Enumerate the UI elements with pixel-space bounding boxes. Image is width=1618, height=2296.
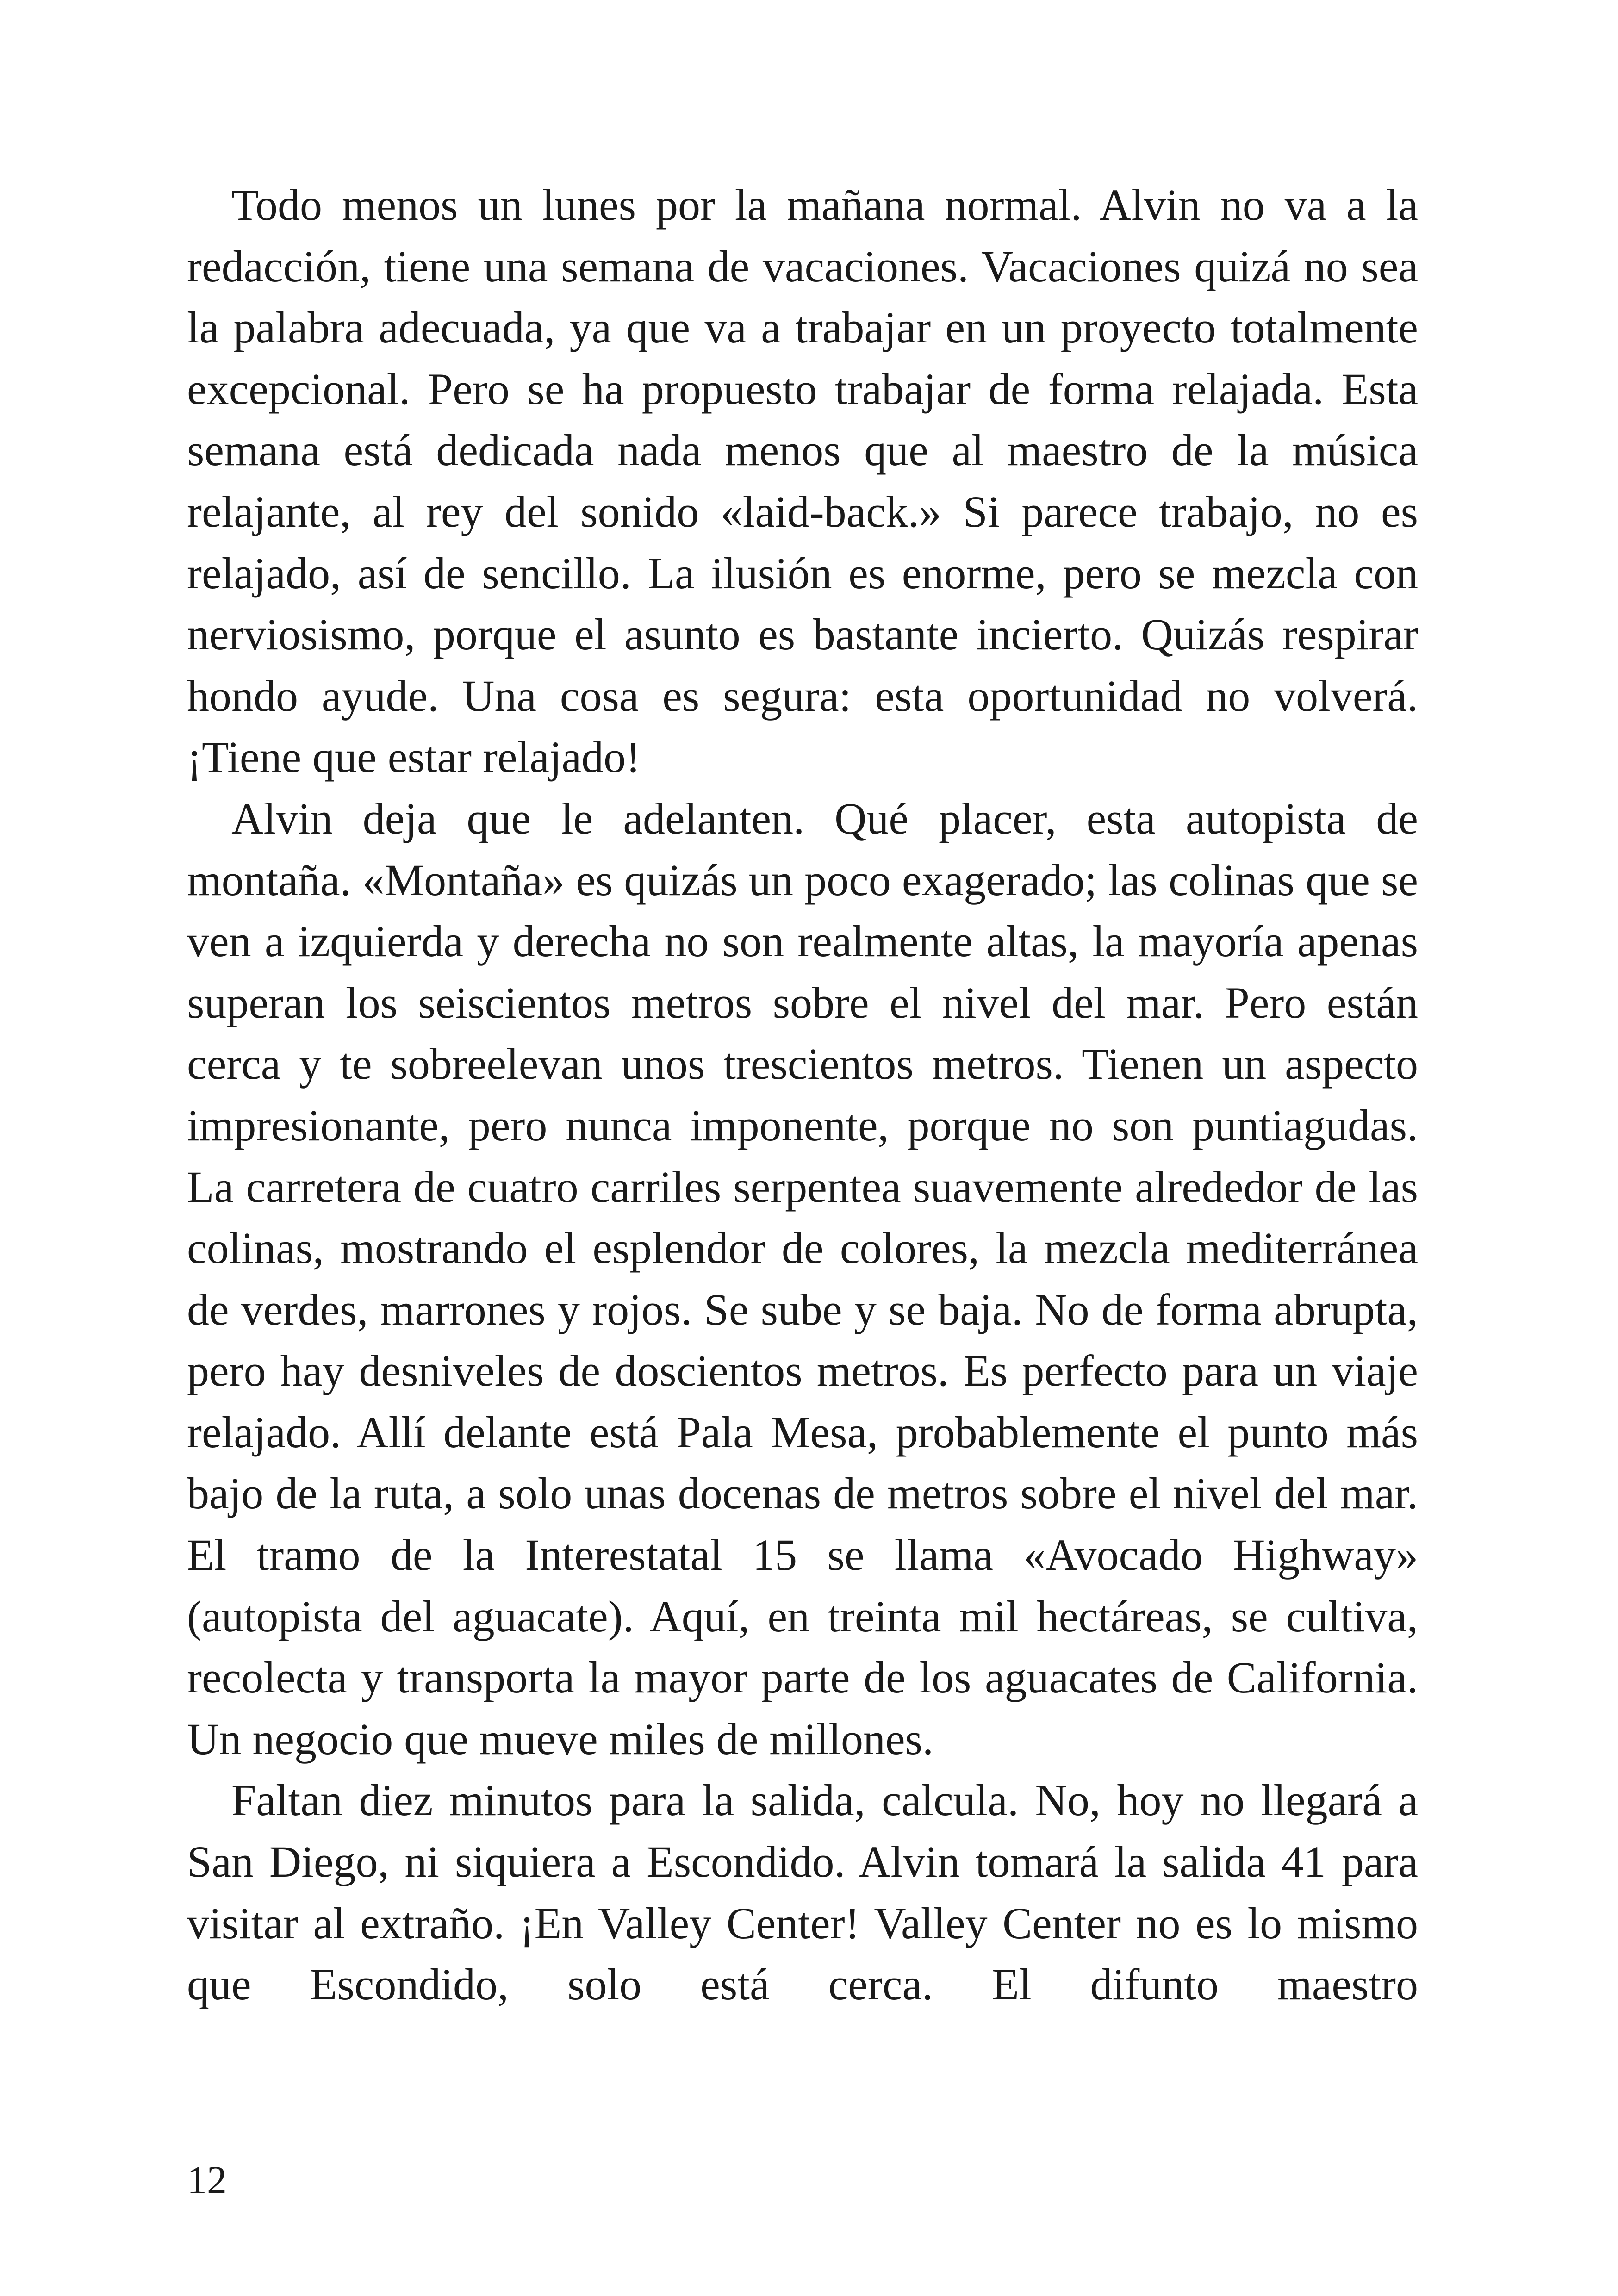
paragraph-3: Faltan diez minutos para la salida, calcula. No, hoy no llegará a San Diego, ni siquiera a Escondido. Alvin tomará la salida 41 para visitar al extraño. ¡En Valley Center! Valley Center no es lo mismo que Escondido, solo está cerca. El difunto maestro (187, 1775, 1418, 2010)
paragraph-2: Alvin deja que le adelanten. Qué placer, esta autopista de montaña. «Montaña» es quizás un poco exagerado; las colinas que se ven a izquierda y derecha no son realmente altas, la mayoría apenas superan los seiscientos metros sobre el nivel del mar. Pero están cerca y te sobreelevan unos trescientos metros. Tienen un aspecto impresionante, pero nunca imponente, porque no son puntiagudas. La carretera de cuatro carriles serpentea suavemente alrededor de las colinas, mostrando el esplendor de colores, la mezcla mediterránea de verdes, marrones y rojos. Se sube y se baja. No de forma abrupta, pero hay desniveles de doscientos metros. Es perfecto para un viaje relajado. Allí delante está Pala Mesa, probablemente el punto más bajo de la ruta, a solo unas docenas de metros sobre el nivel del mar. El tramo de la Interestatal 15 se llama «Avocado Highway» (autopista del aguacate). Aquí, en treinta mil hectáreas, se cultiva, recolecta y transporta la mayor parte de los aguacates de California. Un negocio que mueve miles de millones. (187, 793, 1418, 1764)
page-number: 12 (187, 2158, 227, 2202)
paragraph-1: Todo menos un lunes por la mañana normal. Alvin no va a la redacción, tiene una semana de vacaciones. Vacaciones quizá no sea la palabra adecuada, ya que va a trabajar en un proyecto totalmente excepcional. Pero se ha propuesto trabajar de forma relajada. Esta semana está dedicada nada menos que al maestro de la música relajante, al rey del sonido «laid-back.» Si parece trabajo, no es relajado, así de sencillo. La ilusión es enorme, pero se mezcla con nerviosismo, porque el asunto es bastante incierto. Quizás respirar hondo ayude. Una cosa es segura: esta oportunidad no volverá. ¡Tiene que estar relajado! (187, 180, 1418, 782)
body-text (187, 174, 1418, 2016)
